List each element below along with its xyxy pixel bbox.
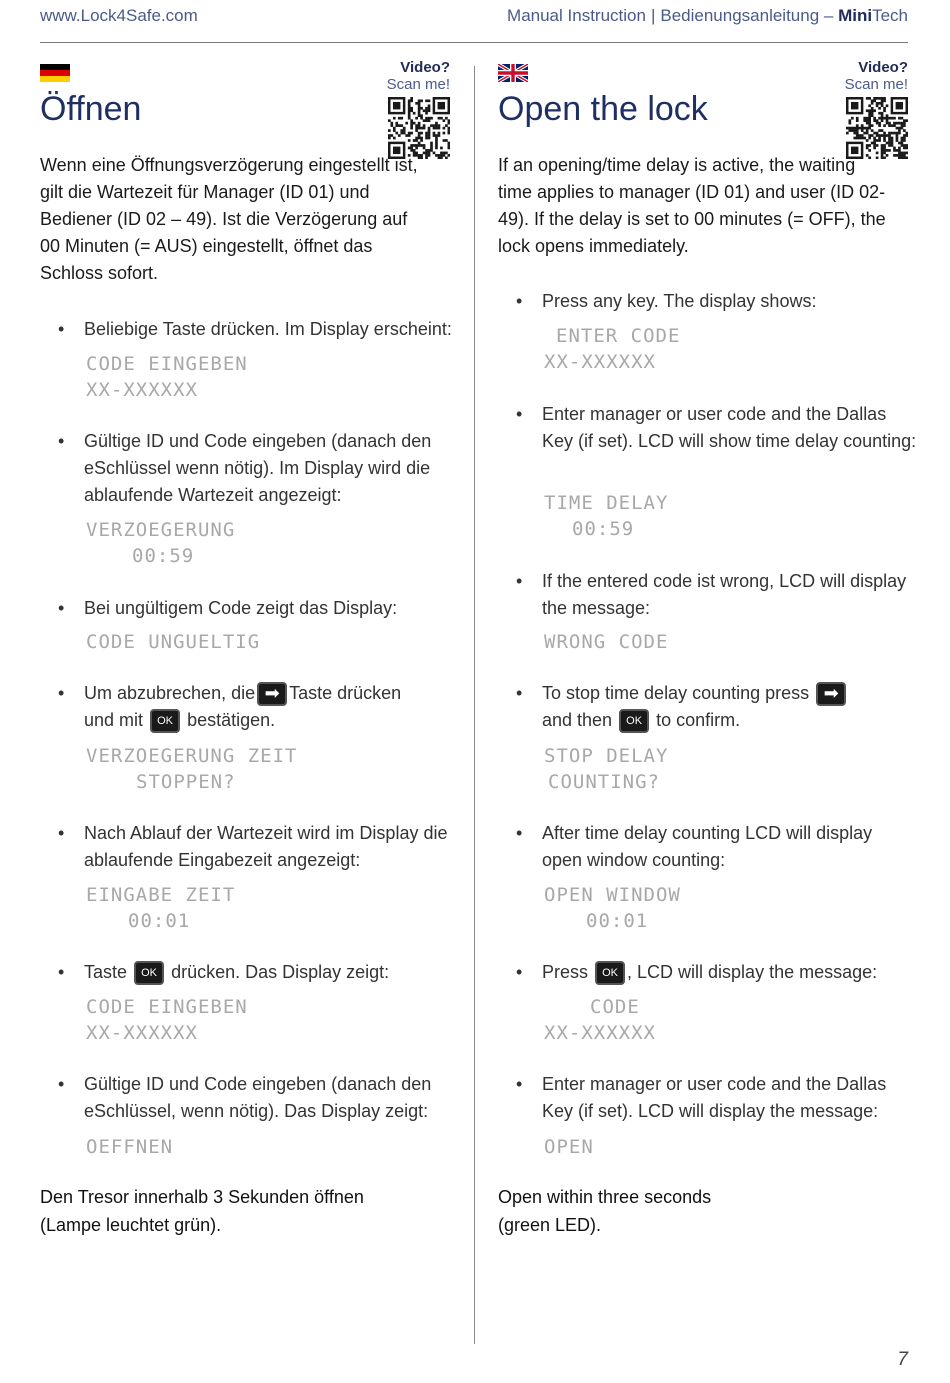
scan-label: Scan me! — [844, 76, 908, 93]
ok-key-icon: OK — [595, 961, 625, 985]
intro-text: Wenn eine Öffnungsverzögerung eingestellt ist, gilt die Wartezeit für Manager (ID 01) und Bediener (ID 02 – 49). Ist die Verzögerung auf 00 Minuten (= AUS) eingestellt, öffnet das Schloss sofort. — [40, 155, 418, 283]
uk-flag-icon — [498, 64, 528, 82]
lcd-display: CODE EINGEBEN XX-XXXXXX — [86, 353, 248, 401]
intro-text: If an opening/time delay is active, the waiting time applies to manager (ID 01) and user (ID 02-49). If the delay is set to 00 minutes (= OFF), the lock opens immediately. — [498, 155, 886, 256]
lcd-display: OEFFNEN — [86, 1136, 174, 1158]
closing-note: Open within three seconds (green LED). — [498, 1187, 712, 1235]
qr-code-icon — [846, 97, 908, 159]
video-qr-block[interactable] — [384, 60, 450, 159]
column-divider — [474, 66, 475, 1344]
lcd-display: CODE XX-XXXXXX — [544, 996, 656, 1044]
lcd-display: VERZOEGERUNG ZEIT STOPPEN? — [86, 745, 298, 793]
page-header — [40, 6, 908, 43]
arrow-key-icon: ➡ — [816, 682, 846, 706]
video-label: Video? — [400, 59, 450, 76]
ok-key-icon: OK — [134, 961, 164, 985]
scan-label: Scan me! — [386, 76, 450, 93]
lcd-display: STOP DELAY COUNTING? — [544, 745, 669, 793]
qr-code-icon — [388, 97, 450, 159]
website-url[interactable]: www.Lock4Safe.com — [40, 6, 198, 25]
lcd-display: ENTER CODE XX-XXXXXX — [544, 325, 681, 373]
lcd-display: EINGABE ZEIT 00:01 — [86, 884, 236, 932]
section-title: Öffnen — [40, 90, 142, 128]
lcd-display: CODE UNGUELTIG — [86, 631, 261, 653]
manual-title: Manual Instruction | Bedienungsanleitung – MiniTech — [507, 6, 908, 25]
german-flag-icon — [40, 64, 70, 82]
lcd-display: OPEN WINDOW 00:01 — [544, 884, 681, 932]
lcd-display: CODE EINGEBEN XX-XXXXXX — [86, 996, 248, 1044]
ok-key-icon: OK — [619, 709, 649, 733]
video-label: Video? — [858, 59, 908, 76]
section-title: Open the lock — [498, 90, 708, 128]
lcd-display: OPEN — [544, 1136, 594, 1158]
ok-key-icon: OK — [150, 709, 180, 733]
closing-note: Den Tresor innerhalb 3 Sekunden öffnen (Lampe leuchtet grün). — [40, 1187, 364, 1235]
lcd-display: WRONG CODE — [544, 631, 669, 653]
video-qr-block[interactable] — [842, 60, 908, 159]
lcd-display: VERZOEGERUNG 00:59 — [86, 519, 236, 567]
arrow-key-icon: ➡ — [257, 682, 287, 706]
page-number: 7 — [897, 1349, 908, 1370]
lcd-display: TIME DELAY 00:59 — [544, 492, 669, 540]
